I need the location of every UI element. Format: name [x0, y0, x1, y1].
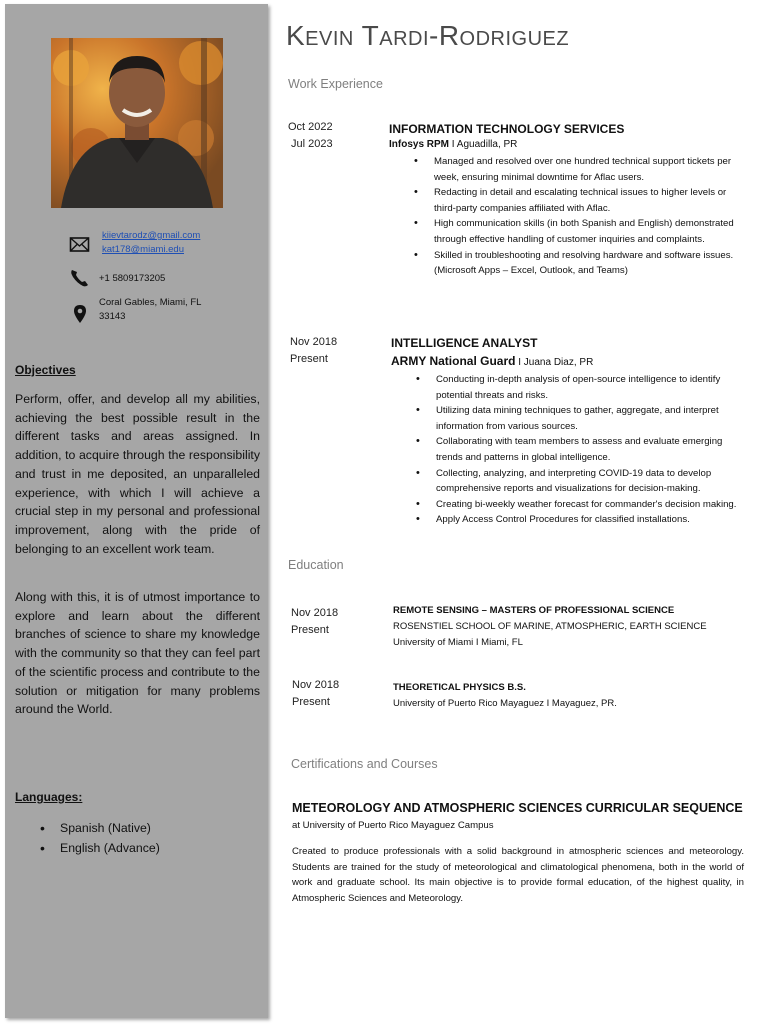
edu-1-date-start: Nov 2018: [291, 607, 339, 619]
address: [99, 296, 201, 324]
job-1-location: I Aguadilla, PR: [451, 139, 518, 150]
job-2-bullets: [436, 372, 748, 528]
address-line-1: Coral Gables, Miami, FL: [99, 297, 202, 308]
edu-2-line-1: University of Puerto Rico Mayaguez I Mayaguez, PR.: [393, 698, 617, 709]
job-1-date-end: Jul 2023: [291, 138, 333, 150]
job-2-bullet: • Collaborating with team members to assess and evaluate emerging trends and patterns in global intelligence.: [436, 434, 748, 465]
edu-1-line-2: University of Miami I Miami, FL: [393, 637, 523, 648]
address-line-2: 33143: [99, 311, 126, 322]
languages-list: [15, 818, 160, 858]
sidebar: [5, 4, 268, 1018]
objectives-paragraph-2: Along with this, it is of utmost importance to explore and learn about the different branches of science to share my knowledge with the community so that they can feel part of the scientific process and contribute to the solution or mitigation for many problems around the World.: [15, 590, 260, 717]
job-2-bullet: • Collecting, analyzing, and interpreting COVID-19 data to develop comprehensive reports and visualizations for decision-making.: [436, 466, 748, 497]
edu-2-dates: [292, 677, 339, 711]
objectives-paragraph-1: Perform, offer, and develop all my abilities, achieving the best possible result in the different tasks and areas assigned. In addition, to acquire through the responsibility and trust in me deposited, an unparalleled experience, with which I will achieve a crucial step in my personal and professional improvement, along with the pride of belonging to an excellent work team.: [15, 392, 260, 556]
edu-2-date-start: Nov 2018: [292, 679, 340, 691]
language-item: • English (Advance): [15, 838, 160, 858]
job-2-title: INTELLIGENCE ANALYST: [391, 336, 538, 350]
cert-description: Created to produce professionals with a solid background in atmospheric sciences and meteorology. Students are trained for the study of meteorological and climatological phenomena, both in the world of work and graduate school. Its main objective is to provide formal education, of the highest quality, in Atmospheric Sciences and Meteorology.: [292, 846, 744, 904]
job-2-date-end: Present: [290, 353, 328, 365]
location-pin-icon: [72, 304, 94, 324]
work-experience-heading: Work Experience: [288, 77, 383, 91]
certifications-heading: Certifications and Courses: [291, 757, 438, 771]
edu-2-date-end: Present: [292, 696, 330, 708]
job-1-bullets: [434, 154, 746, 279]
job-2-location: I Juana Diaz, PR: [518, 357, 594, 368]
job-2-date-start: Nov 2018: [290, 336, 338, 348]
objectives-heading: Objectives: [15, 363, 76, 377]
job-2-bullet: • Creating bi-weekly weather forecast for commander's decision making.: [436, 497, 748, 513]
phone-number: +1 5809173205: [99, 273, 166, 284]
job-1-org: [389, 139, 517, 150]
education-heading: Education: [288, 558, 344, 572]
edu-1-title: REMOTE SENSING – MASTERS OF PROFESSIONAL SCIENCE: [393, 605, 675, 616]
job-1-dates: [288, 119, 333, 153]
job-1-date-start: Oct 2022: [288, 121, 333, 133]
job-2-bullet: • Conducting in-depth analysis of open-source intelligence to identify potential threats and risks.: [436, 372, 748, 403]
edu-1-date-end: Present: [291, 624, 329, 636]
job-2-company: ARMY National Guard: [391, 354, 516, 368]
email-links: [102, 229, 200, 257]
edu-1-line-1: ROSENSTIEL SCHOOL OF MARINE, ATMOSPHERIC, EARTH SCIENCE: [393, 621, 707, 632]
edu-2-title: THEORETICAL PHYSICS B.S.: [393, 682, 526, 693]
cert-subtitle: at University of Puerto Rico Mayaguez Campus: [292, 820, 494, 831]
job-1-bullet: • Skilled in troubleshooting and resolving hardware and software issues. (Microsoft Apps – Excel, Outlook, and Teams): [434, 248, 746, 279]
resume-name: Kevin Tardi-Rodriguez: [286, 20, 570, 51]
job-2-bullet: • Apply Access Control Procedures for classified installations.: [436, 512, 748, 528]
email-link-2[interactable]: kat178@miami.edu: [102, 244, 184, 255]
job-1-bullet: • Managed and resolved over one hundred technical support tickets per week, ensuring minimal downtime for Aflac users.: [434, 154, 746, 185]
edu-1-dates: [291, 605, 338, 639]
profile-photo: [51, 38, 223, 208]
email-link-1[interactable]: kiievtarodz@gmail.com: [102, 230, 201, 241]
cert-title: METEOROLOGY AND ATMOSPHERIC SCIENCES CURRICULAR SEQUENCE: [292, 801, 743, 815]
job-1-title: INFORMATION TECHNOLOGY SERVICES: [389, 122, 625, 136]
languages-heading: Languages:: [15, 790, 83, 804]
job-1-bullet: • Redacting in detail and escalating technical issues to higher levels or third-party companies affiliated with Aflac.: [434, 185, 746, 216]
job-1-company: Infosys RPM: [389, 139, 450, 150]
job-2-bullet: • Utilizing data mining techniques to gather, aggregate, and interpret information from various sources.: [436, 403, 748, 434]
language-item: • Spanish (Native): [15, 818, 160, 838]
job-1-bullet: • High communication skills (in both Spanish and English) demonstrated through effective handling of customer inquiries and complaints.: [434, 216, 746, 247]
phone-icon: [69, 268, 91, 288]
envelope-icon: [69, 236, 91, 256]
job-2-org: [391, 354, 593, 368]
job-2-dates: [290, 334, 337, 368]
